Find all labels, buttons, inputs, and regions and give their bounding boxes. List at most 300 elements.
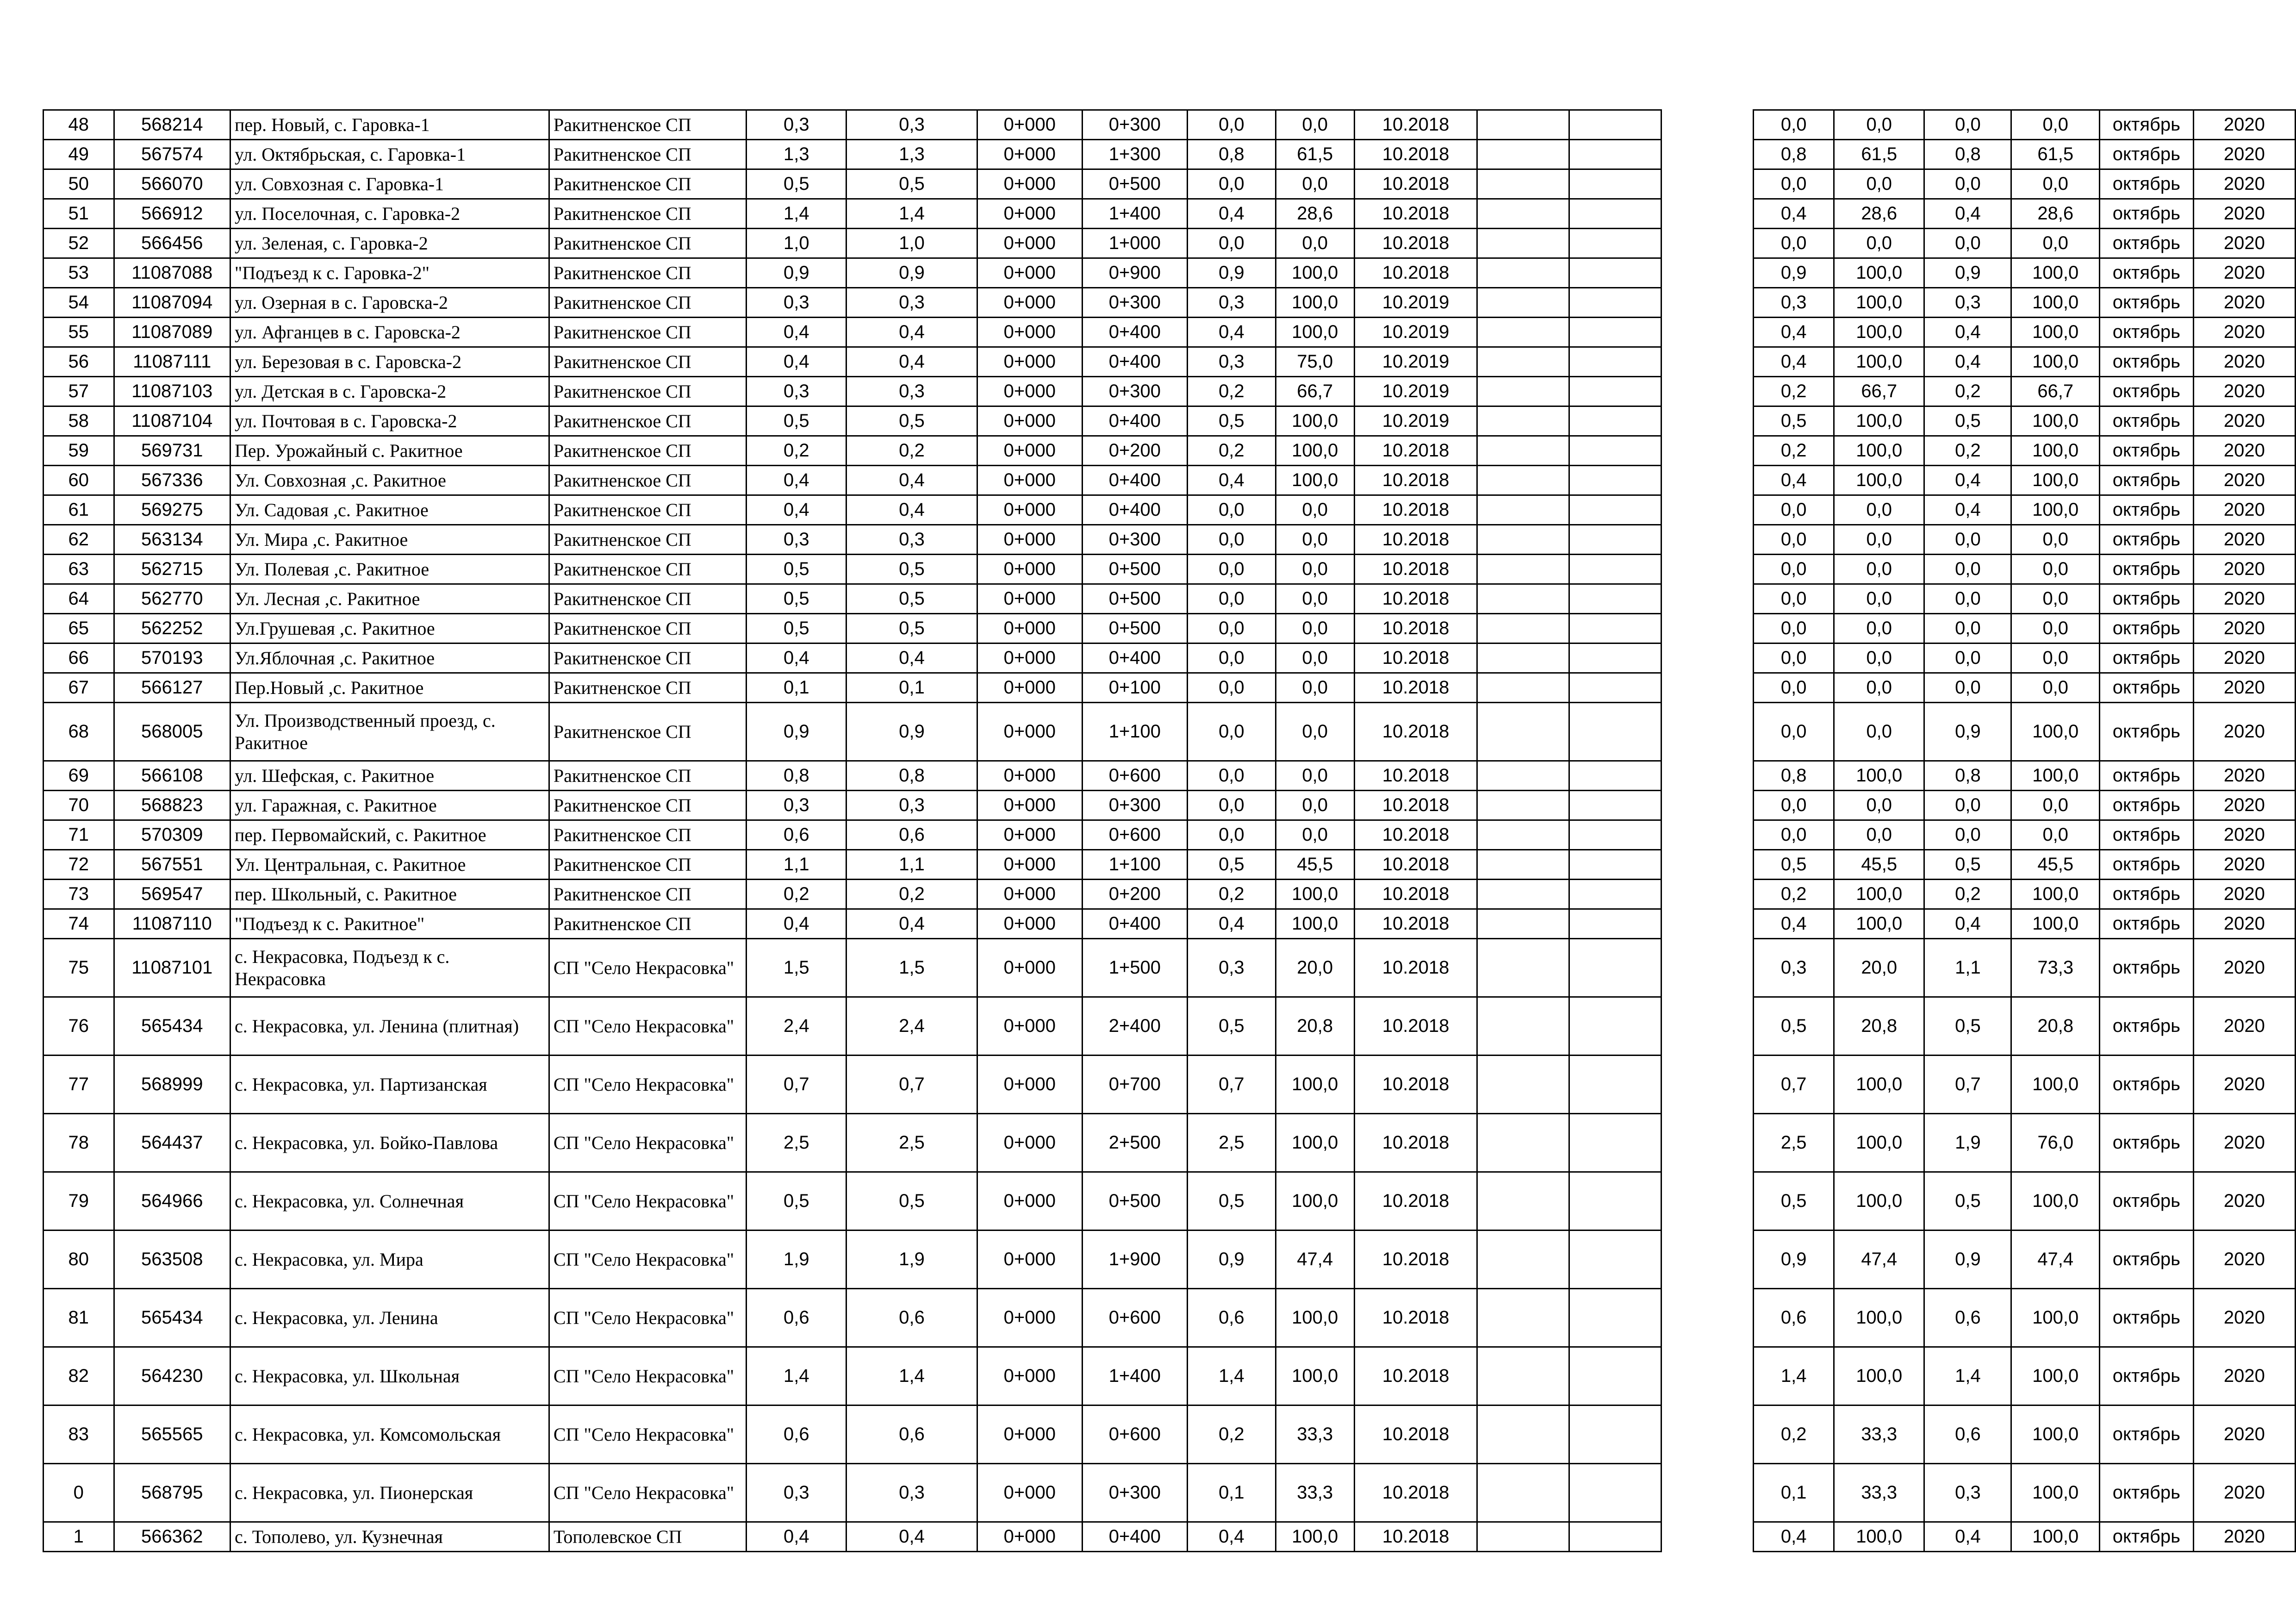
cell-len1: 1,0	[747, 229, 846, 258]
cell-len1: 0,7	[747, 1056, 846, 1114]
cell-len2: 0,4	[846, 347, 977, 377]
cell-n: 50	[44, 169, 114, 199]
cell-n: 60	[44, 466, 114, 495]
cell-org: Ракитненское СП	[549, 673, 746, 703]
cell-p1: 100,0	[1276, 1522, 1354, 1552]
cell-e1	[1477, 110, 1569, 140]
cell-v3: 0,6	[1924, 1405, 2011, 1464]
cell-v2: 0,0	[1754, 703, 1834, 761]
cell-e2	[1569, 909, 1661, 939]
cell-month: октябрь	[2100, 939, 2194, 997]
cell-end: 0+500	[1082, 169, 1187, 199]
cell-end: 2+400	[1082, 997, 1187, 1056]
cell-v3: 0,4	[1924, 466, 2011, 495]
cell-date: 10.2018	[1354, 1464, 1477, 1522]
cell-end: 0+300	[1082, 1464, 1187, 1522]
cell-v1: 0,0	[1187, 673, 1276, 703]
cell-e2	[1569, 377, 1661, 406]
cell-len2: 0,3	[846, 525, 977, 555]
cell-v3: 0,0	[1924, 673, 2011, 703]
cell-year: 2020	[2193, 110, 2295, 140]
cell-n: 82	[44, 1347, 114, 1405]
cell-date: 10.2018	[1354, 820, 1477, 850]
cell-v2: 2,5	[1754, 1114, 1834, 1172]
cell-date: 10.2018	[1354, 880, 1477, 909]
cell-gap	[1661, 1114, 1754, 1172]
cell-gap	[1661, 169, 1754, 199]
cell-year: 2020	[2193, 584, 2295, 614]
table-row	[44, 584, 2296, 614]
cell-v2: 0,0	[1754, 169, 1834, 199]
cell-p2: 100,0	[1834, 288, 1924, 318]
cell-end: 0+400	[1082, 347, 1187, 377]
cell-gap	[1661, 110, 1754, 140]
cell-month: октябрь	[2100, 791, 2194, 820]
cell-p1: 0,0	[1276, 761, 1354, 791]
cell-org: Ракитненское СП	[549, 643, 746, 673]
cell-v2: 0,0	[1754, 110, 1834, 140]
cell-n: 70	[44, 791, 114, 820]
cell-date: 10.2018	[1354, 1114, 1477, 1172]
cell-name: ул. Совхозная с. Гаровка-1	[230, 169, 549, 199]
cell-month: октябрь	[2100, 347, 2194, 377]
cell-e2	[1569, 1464, 1661, 1522]
table-row	[44, 1289, 2296, 1347]
cell-e1	[1477, 703, 1569, 761]
cell-end: 1+300	[1082, 140, 1187, 169]
cell-len2: 0,4	[846, 466, 977, 495]
table-row	[44, 436, 2296, 466]
cell-gap	[1661, 584, 1754, 614]
cell-year: 2020	[2193, 169, 2295, 199]
cell-p1: 20,0	[1276, 939, 1354, 997]
cell-id: 11087110	[114, 909, 230, 939]
cell-n: 53	[44, 258, 114, 288]
cell-e2	[1569, 673, 1661, 703]
cell-p2: 100,0	[1834, 258, 1924, 288]
cell-e2	[1569, 614, 1661, 643]
cell-p1: 100,0	[1276, 436, 1354, 466]
cell-e2	[1569, 791, 1661, 820]
cell-end: 0+600	[1082, 761, 1187, 791]
cell-id: 566127	[114, 673, 230, 703]
cell-id: 11087089	[114, 318, 230, 347]
cell-gap	[1661, 880, 1754, 909]
cell-len2: 0,5	[846, 406, 977, 436]
cell-org: СП "Село Некрасовка"	[549, 1464, 746, 1522]
cell-gap	[1661, 436, 1754, 466]
cell-name: ул. Березовая в с. Гаровска-2	[230, 347, 549, 377]
table-row	[44, 1347, 2296, 1405]
cell-id: 568214	[114, 110, 230, 140]
cell-p2: 33,3	[1834, 1405, 1924, 1464]
cell-p2: 66,7	[1834, 377, 1924, 406]
cell-p1: 47,4	[1276, 1230, 1354, 1289]
cell-gap	[1661, 555, 1754, 584]
cell-e1	[1477, 909, 1569, 939]
cell-v2: 0,5	[1754, 997, 1834, 1056]
cell-n: 64	[44, 584, 114, 614]
cell-org: Ракитненское СП	[549, 169, 746, 199]
cell-len1: 0,9	[747, 258, 846, 288]
cell-n: 55	[44, 318, 114, 347]
cell-month: октябрь	[2100, 110, 2194, 140]
cell-e1	[1477, 850, 1569, 880]
cell-year: 2020	[2193, 614, 2295, 643]
cell-start: 0+000	[977, 703, 1082, 761]
cell-e2	[1569, 850, 1661, 880]
cell-e1	[1477, 1172, 1569, 1230]
cell-p3: 73,3	[2011, 939, 2100, 997]
cell-v3: 0,2	[1924, 880, 2011, 909]
cell-month: октябрь	[2100, 1464, 2194, 1522]
cell-name: ул. Октябрьская, с. Гаровка-1	[230, 140, 549, 169]
cell-end: 0+900	[1082, 258, 1187, 288]
cell-p2: 0,0	[1834, 614, 1924, 643]
cell-month: октябрь	[2100, 1230, 2194, 1289]
cell-start: 0+000	[977, 909, 1082, 939]
cell-len2: 1,9	[846, 1230, 977, 1289]
cell-start: 0+000	[977, 525, 1082, 555]
cell-n: 73	[44, 880, 114, 909]
cell-p2: 0,0	[1834, 110, 1924, 140]
cell-gap	[1661, 643, 1754, 673]
cell-n: 56	[44, 347, 114, 377]
cell-v3: 0,2	[1924, 377, 2011, 406]
cell-v1: 0,2	[1187, 377, 1276, 406]
cell-id: 11087088	[114, 258, 230, 288]
table-row	[44, 761, 2296, 791]
cell-org: Ракитненское СП	[549, 614, 746, 643]
cell-year: 2020	[2193, 761, 2295, 791]
cell-e2	[1569, 1114, 1661, 1172]
cell-year: 2020	[2193, 140, 2295, 169]
cell-end: 1+500	[1082, 939, 1187, 997]
cell-len1: 1,1	[747, 850, 846, 880]
cell-v2: 0,4	[1754, 466, 1834, 495]
cell-p1: 61,5	[1276, 140, 1354, 169]
cell-name: Ул. Садовая ,с. Ракитное	[230, 495, 549, 525]
cell-p1: 100,0	[1276, 258, 1354, 288]
cell-len1: 0,4	[747, 909, 846, 939]
cell-p3: 0,0	[2011, 169, 2100, 199]
cell-org: СП "Село Некрасовка"	[549, 1056, 746, 1114]
cell-p3: 100,0	[2011, 761, 2100, 791]
cell-len2: 0,4	[846, 318, 977, 347]
cell-month: октябрь	[2100, 169, 2194, 199]
cell-p2: 100,0	[1834, 1056, 1924, 1114]
cell-start: 0+000	[977, 199, 1082, 229]
table-row	[44, 850, 2296, 880]
table-row	[44, 140, 2296, 169]
cell-name: Ул. Полевая ,с. Ракитное	[230, 555, 549, 584]
cell-v1: 0,0	[1187, 229, 1276, 258]
cell-p3: 0,0	[2011, 820, 2100, 850]
cell-e1	[1477, 584, 1569, 614]
cell-p2: 100,0	[1834, 436, 1924, 466]
cell-v1: 0,3	[1187, 939, 1276, 997]
cell-e1	[1477, 1405, 1569, 1464]
cell-end: 0+500	[1082, 614, 1187, 643]
cell-name: ул. Поселочная, с. Гаровка-2	[230, 199, 549, 229]
cell-e2	[1569, 525, 1661, 555]
cell-v1: 0,4	[1187, 199, 1276, 229]
cell-end: 0+300	[1082, 288, 1187, 318]
table-row	[44, 466, 2296, 495]
cell-n: 83	[44, 1405, 114, 1464]
cell-n: 74	[44, 909, 114, 939]
cell-name: ул. Зеленая, с. Гаровка-2	[230, 229, 549, 258]
cell-n: 79	[44, 1172, 114, 1230]
cell-p3: 0,0	[2011, 229, 2100, 258]
cell-v1: 0,4	[1187, 909, 1276, 939]
cell-v3: 0,9	[1924, 1230, 2011, 1289]
cell-v2: 0,0	[1754, 229, 1834, 258]
cell-e2	[1569, 1172, 1661, 1230]
cell-len1: 0,5	[747, 614, 846, 643]
cell-len1: 0,3	[747, 525, 846, 555]
cell-e2	[1569, 347, 1661, 377]
cell-p2: 20,0	[1834, 939, 1924, 997]
cell-p2: 45,5	[1834, 850, 1924, 880]
cell-p1: 0,0	[1276, 643, 1354, 673]
cell-e1	[1477, 495, 1569, 525]
cell-id: 568005	[114, 703, 230, 761]
cell-p3: 100,0	[2011, 318, 2100, 347]
cell-len2: 0,6	[846, 1405, 977, 1464]
cell-gap	[1661, 1405, 1754, 1464]
cell-v2: 0,1	[1754, 1464, 1834, 1522]
cell-v3: 0,7	[1924, 1056, 2011, 1114]
cell-start: 0+000	[977, 555, 1082, 584]
table-row	[44, 169, 2296, 199]
cell-start: 0+000	[977, 140, 1082, 169]
cell-date: 10.2018	[1354, 584, 1477, 614]
cell-org: Ракитненское СП	[549, 288, 746, 318]
cell-start: 0+000	[977, 229, 1082, 258]
cell-v1: 0,9	[1187, 258, 1276, 288]
cell-n: 48	[44, 110, 114, 140]
cell-month: октябрь	[2100, 997, 2194, 1056]
cell-p3: 100,0	[2011, 1347, 2100, 1405]
cell-p3: 66,7	[2011, 377, 2100, 406]
cell-year: 2020	[2193, 466, 2295, 495]
table-row	[44, 614, 2296, 643]
cell-len2: 0,3	[846, 288, 977, 318]
cell-id: 564230	[114, 1347, 230, 1405]
cell-v2: 0,4	[1754, 199, 1834, 229]
cell-gap	[1661, 229, 1754, 258]
cell-len1: 0,3	[747, 1464, 846, 1522]
cell-e1	[1477, 939, 1569, 997]
cell-len2: 0,5	[846, 614, 977, 643]
cell-name: Ул. Центральная, с. Ракитное	[230, 850, 549, 880]
cell-len2: 0,2	[846, 436, 977, 466]
cell-p3: 100,0	[2011, 1289, 2100, 1347]
cell-start: 0+000	[977, 820, 1082, 850]
cell-v3: 0,5	[1924, 850, 2011, 880]
cell-len2: 1,4	[846, 199, 977, 229]
cell-p3: 0,0	[2011, 791, 2100, 820]
cell-end: 0+300	[1082, 525, 1187, 555]
cell-e2	[1569, 1289, 1661, 1347]
table-row	[44, 110, 2296, 140]
cell-v1: 0,3	[1187, 288, 1276, 318]
cell-len1: 2,5	[747, 1114, 846, 1172]
cell-n: 52	[44, 229, 114, 258]
cell-year: 2020	[2193, 1114, 2295, 1172]
cell-v3: 0,3	[1924, 288, 2011, 318]
cell-date: 10.2018	[1354, 525, 1477, 555]
cell-e1	[1477, 318, 1569, 347]
cell-org: Ракитненское СП	[549, 495, 746, 525]
cell-v3: 0,0	[1924, 169, 2011, 199]
cell-p2: 100,0	[1834, 1289, 1924, 1347]
cell-e1	[1477, 288, 1569, 318]
cell-p3: 0,0	[2011, 673, 2100, 703]
cell-p2: 0,0	[1834, 643, 1924, 673]
cell-p3: 0,0	[2011, 110, 2100, 140]
cell-n: 0	[44, 1464, 114, 1522]
cell-gap	[1661, 140, 1754, 169]
cell-n: 58	[44, 406, 114, 436]
cell-len1: 0,6	[747, 1405, 846, 1464]
cell-org: СП "Село Некрасовка"	[549, 1347, 746, 1405]
cell-n: 54	[44, 288, 114, 318]
cell-v3: 0,0	[1924, 229, 2011, 258]
cell-p3: 100,0	[2011, 1464, 2100, 1522]
cell-start: 0+000	[977, 495, 1082, 525]
cell-month: октябрь	[2100, 880, 2194, 909]
cell-len2: 0,3	[846, 377, 977, 406]
cell-id: 565434	[114, 997, 230, 1056]
cell-year: 2020	[2193, 850, 2295, 880]
cell-id: 11087103	[114, 377, 230, 406]
cell-len2: 0,5	[846, 584, 977, 614]
cell-e2	[1569, 997, 1661, 1056]
cell-p1: 100,0	[1276, 288, 1354, 318]
cell-id: 567551	[114, 850, 230, 880]
cell-v1: 0,0	[1187, 169, 1276, 199]
cell-v1: 0,8	[1187, 140, 1276, 169]
cell-e1	[1477, 555, 1569, 584]
cell-year: 2020	[2193, 909, 2295, 939]
cell-end: 0+600	[1082, 1405, 1187, 1464]
cell-date: 10.2019	[1354, 288, 1477, 318]
cell-org: Ракитненское СП	[549, 377, 746, 406]
cell-id: 11087111	[114, 347, 230, 377]
cell-n: 66	[44, 643, 114, 673]
table-row	[44, 347, 2296, 377]
cell-org: СП "Село Некрасовка"	[549, 1289, 746, 1347]
cell-name: Ул.Грушевая ,с. Ракитное	[230, 614, 549, 643]
cell-v2: 0,3	[1754, 288, 1834, 318]
cell-gap	[1661, 1172, 1754, 1230]
cell-end: 0+400	[1082, 495, 1187, 525]
cell-date: 10.2018	[1354, 643, 1477, 673]
cell-e1	[1477, 1289, 1569, 1347]
cell-n: 67	[44, 673, 114, 703]
cell-p1: 0,0	[1276, 673, 1354, 703]
cell-gap	[1661, 850, 1754, 880]
table-row	[44, 288, 2296, 318]
cell-e1	[1477, 1056, 1569, 1114]
cell-gap	[1661, 318, 1754, 347]
cell-v3: 0,4	[1924, 318, 2011, 347]
cell-e2	[1569, 466, 1661, 495]
cell-p3: 100,0	[2011, 436, 2100, 466]
cell-end: 0+300	[1082, 110, 1187, 140]
cell-year: 2020	[2193, 1522, 2295, 1552]
cell-month: октябрь	[2100, 377, 2194, 406]
cell-date: 10.2018	[1354, 1230, 1477, 1289]
cell-name: Ул. Совхозная ,с. Ракитное	[230, 466, 549, 495]
cell-e2	[1569, 199, 1661, 229]
cell-year: 2020	[2193, 1347, 2295, 1405]
cell-v1: 0,2	[1187, 436, 1276, 466]
cell-id: 569731	[114, 436, 230, 466]
cell-date: 10.2018	[1354, 1405, 1477, 1464]
cell-date: 10.2018	[1354, 199, 1477, 229]
cell-p2: 100,0	[1834, 1172, 1924, 1230]
cell-v2: 0,0	[1754, 820, 1834, 850]
cell-org: Ракитненское СП	[549, 909, 746, 939]
cell-v3: 0,5	[1924, 1172, 2011, 1230]
cell-id: 568999	[114, 1056, 230, 1114]
cell-id: 566362	[114, 1522, 230, 1552]
cell-month: октябрь	[2100, 584, 2194, 614]
cell-n: 51	[44, 199, 114, 229]
cell-date: 10.2019	[1354, 318, 1477, 347]
cell-n: 59	[44, 436, 114, 466]
cell-date: 10.2018	[1354, 1056, 1477, 1114]
cell-p1: 100,0	[1276, 1114, 1354, 1172]
cell-len2: 2,5	[846, 1114, 977, 1172]
cell-name: ул. Детская в с. Гаровска-2	[230, 377, 549, 406]
cell-v1: 0,7	[1187, 1056, 1276, 1114]
cell-month: октябрь	[2100, 820, 2194, 850]
cell-date: 10.2018	[1354, 110, 1477, 140]
cell-p2: 0,0	[1834, 169, 1924, 199]
cell-e1	[1477, 614, 1569, 643]
table-row	[44, 318, 2296, 347]
cell-v3: 0,4	[1924, 495, 2011, 525]
cell-n: 78	[44, 1114, 114, 1172]
cell-v1: 0,6	[1187, 1289, 1276, 1347]
cell-id: 566070	[114, 169, 230, 199]
cell-p2: 33,3	[1834, 1464, 1924, 1522]
cell-end: 0+300	[1082, 377, 1187, 406]
cell-end: 0+700	[1082, 1056, 1187, 1114]
cell-start: 0+000	[977, 1464, 1082, 1522]
cell-gap	[1661, 791, 1754, 820]
cell-month: октябрь	[2100, 614, 2194, 643]
cell-gap	[1661, 288, 1754, 318]
cell-month: октябрь	[2100, 140, 2194, 169]
cell-org: СП "Село Некрасовка"	[549, 1114, 746, 1172]
cell-org: СП "Село Некрасовка"	[549, 939, 746, 997]
cell-v2: 0,0	[1754, 673, 1834, 703]
cell-v2: 0,2	[1754, 880, 1834, 909]
cell-year: 2020	[2193, 1230, 2295, 1289]
cell-month: октябрь	[2100, 229, 2194, 258]
cell-p3: 28,6	[2011, 199, 2100, 229]
cell-date: 10.2018	[1354, 761, 1477, 791]
cell-date: 10.2018	[1354, 614, 1477, 643]
cell-len1: 0,2	[747, 436, 846, 466]
cell-v1: 0,5	[1187, 1172, 1276, 1230]
cell-year: 2020	[2193, 555, 2295, 584]
